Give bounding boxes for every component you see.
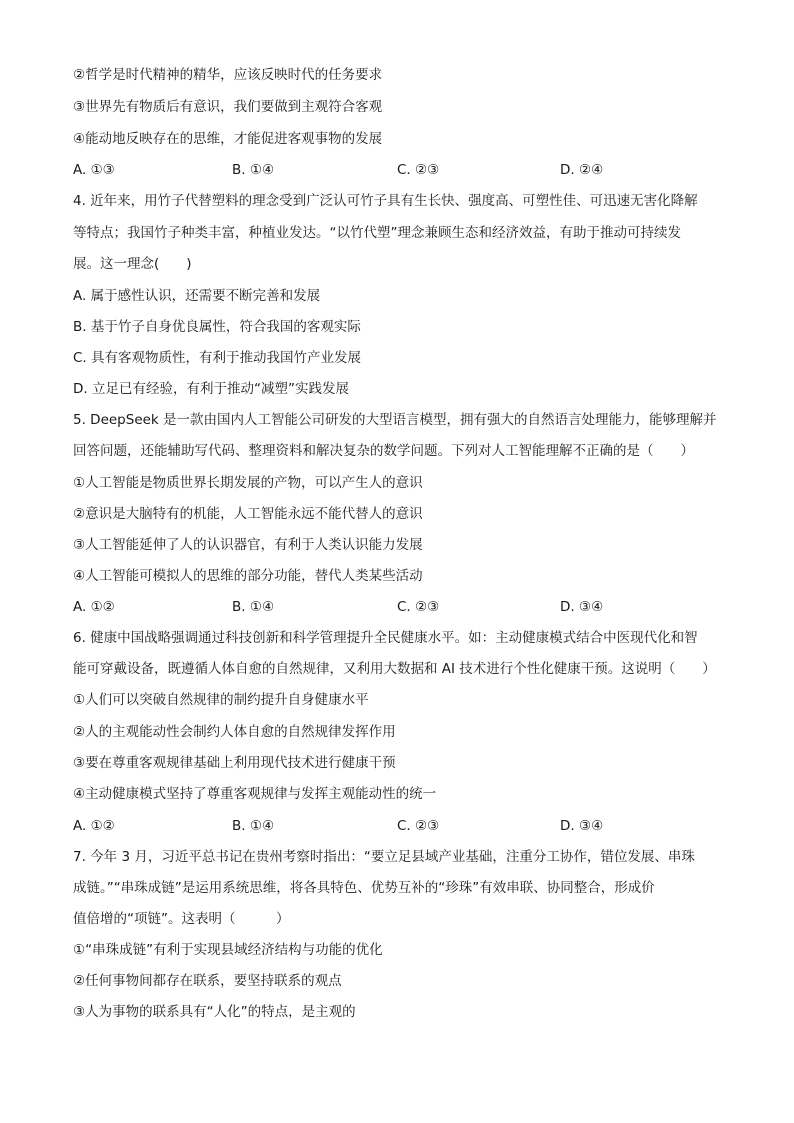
q6-statement-3: ③要在尊重客观规律基础上利用现代技术进行健康干预 (73, 755, 396, 771)
q7-statement-2: ②任何事物间都存在联系，要坚持联系的观点 (73, 973, 342, 989)
q4-stem-line-2: 等特点；我国竹子种类丰富，种植业发达。“以竹代塑”理念兼顾生态和经济效益，有助于推动可持续发 (73, 225, 681, 241)
q4-option-c: C. 具有客观物质性，有利于推动我国竹产业发展 (73, 350, 362, 366)
q3-option-b: B. ①④ (232, 162, 275, 178)
q6-stem-line-2: 能可穿戴设备，既遵循人体自愈的自然规律，又利用大数据和 AI 技术进行个性化健康干预。这说明（ ） (73, 661, 716, 677)
q3-statement-3: ③世界先有物质后有意识，我们要做到主观符合客观 (73, 99, 383, 115)
q6-option-c: C. ②③ (397, 818, 440, 834)
q5-statement-3: ③人工智能延伸了人的认识器官，有利于人类认识能力发展 (73, 537, 423, 553)
q5-stem-line-1: 5. DeepSeek 是一款由国内人工智能公司研发的大型语言模型，拥有强大的自然语言处理能力，能够理解并 (73, 412, 717, 428)
q3-statement-2: ②哲学是时代精神的精华，应该反映时代的任务要求 (73, 67, 383, 83)
q4-option-d: D. 立足已有经验，有利于推动“减塑”实践发展 (73, 381, 349, 397)
q4-option-a: A. 属于感性认识，还需要不断完善和发展 (73, 288, 321, 304)
q7-stem-line-2: 成链。”“串珠成链”是运用系统思维，将各具特色、优势互补的“珍珠”有效串联、协同整合，形成价 (73, 880, 655, 896)
q6-statement-4: ④主动健康模式坚持了尊重客观规律与发挥主观能动性的统一 (73, 786, 437, 802)
q3-option-a: A. ①③ (73, 162, 115, 178)
q5-statement-2: ②意识是大脑特有的机能，人工智能永远不能代替人的意识 (73, 506, 423, 522)
q6-statement-2: ②人的主观能动性会制约人体自愈的自然规律发挥作用 (73, 724, 396, 740)
q7-stem-line-1: 7. 今年 3 月，习近平总书记在贵州考察时指出：“要立足县域产业基础，注重分工协作，错位发展、串珠 (73, 849, 695, 865)
q6-option-d: D. ③④ (560, 818, 604, 834)
q3-statement-4: ④能动地反映存在的思维，才能促进客观事物的发展 (73, 131, 383, 147)
q6-option-a: A. ①② (73, 818, 115, 834)
q5-statement-4: ④人工智能可模拟人的思维的部分功能，替代人类某些活动 (73, 568, 423, 584)
q4-stem-line-1: 4. 近年来，用竹子代替塑料的理念受到广泛认可竹子具有生长快、强度高、可塑性佳、可迅速无害化降解 (73, 193, 698, 209)
q3-option-d: D. ②④ (560, 162, 604, 178)
q7-statement-3: ③人为事物的联系具有“人化”的特点，是主观的 (73, 1004, 356, 1020)
q5-option-a: A. ①② (73, 599, 115, 615)
q7-stem-line-3: 值倍增的“项链”。这表明（ ） (73, 911, 290, 927)
q4-stem-line-3: 展。这一理念( ) (73, 256, 192, 272)
q6-stem-line-1: 6. 健康中国战略强调通过科技创新和科学管理提升全民健康水平。如：主动健康模式结合中医现代化和智 (73, 630, 698, 646)
q5-stem-line-2: 回答问题，还能辅助写代码、整理资料和解决复杂的数学问题。下列对人工智能理解不正确的是（ ） (73, 443, 694, 459)
q5-statement-1: ①人工智能是物质世界长期发展的产物，可以产生人的意识 (73, 475, 423, 491)
q6-option-b: B. ①④ (232, 818, 275, 834)
q7-statement-1: ①“串珠成链”有利于实现县域经济结构与功能的优化 (73, 942, 383, 958)
q6-statement-1: ①人们可以突破自然规律的制约提升自身健康水平 (73, 692, 369, 708)
q4-option-b: B. 基于竹子自身优良属性，符合我国的客观实际 (73, 319, 361, 335)
q5-option-b: B. ①④ (232, 599, 275, 615)
q5-option-c: C. ②③ (397, 599, 440, 615)
q5-option-d: D. ③④ (560, 599, 604, 615)
q3-option-c: C. ②③ (397, 162, 440, 178)
